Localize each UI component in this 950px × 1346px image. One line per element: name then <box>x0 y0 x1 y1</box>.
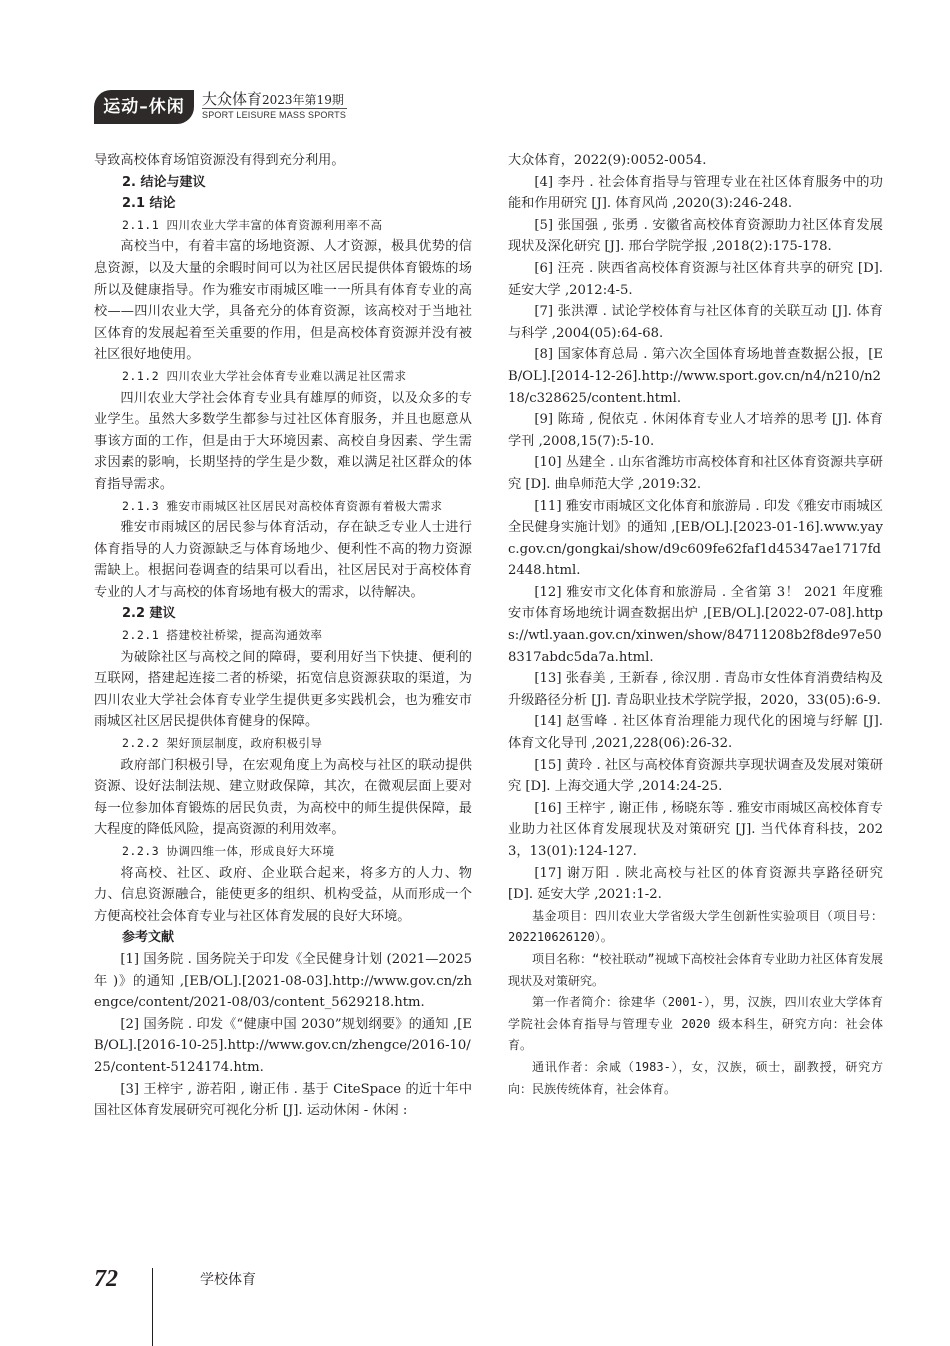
paragraph: 导致高校体育场馆资源没有得到充分利用。 <box>94 153 345 168</box>
heading: 2.1 结论 <box>122 196 176 212</box>
heading: 2.2 建议 <box>122 606 176 622</box>
footnote: 基金项目：四川农业大学省级大学生创新性实验项目（项目号：202210626120）。 <box>508 908 883 945</box>
footnote: 项目名称：“校社联动”视域下高校社会体育专业助力社区体育发展现状及对策研究。 <box>508 951 883 988</box>
heading: 参考文献 <box>122 930 175 946</box>
reference-entry: [12] 雅安市文化体育和旅游局 . 全省第 3！ 2021 年度雅安市体育场地统计调查数据出炉 ,[EB/OL].[2022-07-08].https://wtl.yaan.gov.cn/xinwen/show/84711208b2f8de97e508317abdc5da7a.html. <box>508 584 883 665</box>
header-rule <box>202 108 347 109</box>
right-column <box>508 150 883 1100</box>
footer-divider <box>152 1268 153 1346</box>
paragraph: 高校当中，有着丰富的场地资源、人才资源，极具优势的信息资源，以及大量的余暇时间可以为社区居民提供体育锻炼的场所以及健康指导。作为雅安市雨城区唯一一所具有体育专业的高校——四川农业大学，具备充分的体育资源，该高校对于当地社区体育的发展起着至关重要的作用，但是高校体育资源并没有被社区很好地使用。 <box>94 239 472 363</box>
subheading: 2.2.3 协调四维一体，形成良好大环境 <box>122 844 335 858</box>
reference-entry: [4] 李丹 . 社会体育指导与管理专业在社区体育服务中的功能和作用研究 [J]. 体育风尚 ,2020(3):246-248. <box>508 174 883 212</box>
issue-label: 2023年第19期 <box>262 93 344 107</box>
page-number: 72 <box>94 1266 118 1292</box>
subheading: 2.2.2 架好顶层制度，政府积极引导 <box>122 736 323 751</box>
paragraph: 雅安市雨城区的居民参与体育活动，存在缺乏专业人士进行体育指导的人力资源缺乏与体育场地少、便利性不高的物力资源需缺上。根据问卷调查的结果可以看出，社区居民对于高校体育专业的人才与高校的体育场地有极大的需求，以待解决。 <box>94 520 472 600</box>
reference-entry: [16] 王梓宇 , 谢正伟 , 杨晓东等 . 雅安市雨城区高校体育专业助力社区体育发展现状及对策研究 [J]. 当代体育科技，2023，13(01):124-127. <box>508 800 883 859</box>
paragraph: 大众体育，2022(9):0052-0054. <box>508 153 707 168</box>
subheading: 2.1.1 四川农业大学丰富的体育资源利用率不高 <box>122 217 383 232</box>
reference-entry: [10] 丛建全 . 山东省潍坊市高校体育和社区体育资源共享研究 [D]. 曲阜师范大学 ,2019:32. <box>508 455 883 492</box>
paragraph: 将高校、社区、政府、企业联合起来，将多方的人力、物力、信息资源融合，能使更多的组织、机构受益，从而形成一个方便高校社会体育专业与社区体育发展的良好大环境。 <box>94 865 472 924</box>
reference-entry: [15] 黄玲 . 社区与高校体育资源共享现状调查及发展对策研究 [D]. 上海交通大学 ,2014:24-25. <box>508 757 883 795</box>
reference-entry: [17] 谢万阳 . 陕北高校与社区的体育资源共享路径研究 [D]. 延安大学 ,2021:1-2. <box>508 865 883 903</box>
paragraph: 为破除社区与高校之间的障碍，要利用好当下快捷、便利的互联网，搭建起连接二者的桥梁，拓宽信息资源获取的渠道，为四川农业大学社会体育专业学生提供更多实践机会，也为雅安市雨城区社区居民提供体育健身的保障。 <box>94 649 472 730</box>
left-column <box>94 150 472 1122</box>
section-tag: 运动–休闲 <box>94 90 194 124</box>
reference-entry: [9] 陈琦 , 倪依克 . 休闲体育专业人才培养的思考 [J]. 体育学刊 ,2008,15(7):5-10. <box>508 412 883 449</box>
subheading: 2.1.3 雅安市雨城区社区居民对高校体育资源有着极大需求 <box>122 498 443 513</box>
paragraph: 政府部门积极引导，在宏观角度上为高校与社区的联动提供资源、设好法制法规、建立财政保障，其次，在微观层面上要对每一位参加体育锻炼的居民负责，为高校中的师生提供保障，最大程度的降低风险，提高资源的利用效率。 <box>94 757 472 838</box>
reference-entry: [6] 汪亮 . 陕西省高校体育资源与社区体育共享的研究 [D]. 延安大学 ,2012:4-5. <box>508 260 883 298</box>
footer-section-title: 学校体育 <box>200 1272 256 1288</box>
reference-entry: [14] 赵雪峰 . 社区体育治理能力现代化的困境与纾解 [J]. 体育文化导刊 ,2021,228(06):26-32. <box>508 714 883 752</box>
magazine-name: 大众体育 <box>202 90 263 108</box>
reference-entry: [5] 张国强 , 张勇 . 安徽省高校体育资源助力社区体育发展现状及深化研究 [J]. 邢台学院学报 ,2018(2):175-178. <box>508 217 883 255</box>
reference-entry: [11] 雅安市雨城区文化体育和旅游局 . 印发《雅安市雨城区全民健身实施计划》的通知 ,[EB/OL].[2023-01-16].www.yayc.gov.cn/gongkai/show/d9c609fe62faf1d45347ae1717fd2448.html. <box>508 498 883 579</box>
magazine-title-block <box>202 88 347 120</box>
reference-entry: [1] 国务院 . 国务院关于印发《全民健身计划 (2021—2025 年 )》的通知 ,[EB/OL].[2021-08-03].http://www.gov.cn/zhengce/content/2021-08/03/content_5629218.htm. <box>94 951 472 1011</box>
subheading: 2.1.2 四川农业大学社会体育专业难以满足社区需求 <box>122 368 407 383</box>
subheading: 2.2.1 搭建校社桥梁，提高沟通效率 <box>122 628 323 643</box>
heading: 2. 结论与建议 <box>122 174 206 190</box>
footnote: 通讯作者：余咸（1983-），女，汉族，硕士，副教授，研究方向：民族传统体育，社会体育。 <box>508 1059 883 1096</box>
reference-entry: [2] 国务院 . 印发《“健康中国 2030”规划纲要》的通知 ,[EB/OL].[2016-10-25].http://www.gov.cn/zhengce/2016-10/25/content-5124174.htm. <box>94 1016 472 1075</box>
magazine-subtitle: SPORT LEISURE MASS SPORTS <box>202 110 347 120</box>
footnote: 第一作者简介：徐建华（2001-），男，汉族，四川农业大学体育学院社会体育指导与管理专业 2020 级本科生，研究方向：社会体育。 <box>508 995 883 1053</box>
reference-entry: [8] 国家体育总局 . 第六次全国体育场地普查数据公报，[EB/OL].[2014-12-26].http://www.sport.gov.cn/n4/n210/n218/c328625/content.html. <box>508 347 883 406</box>
reference-entry: [13] 张春美 , 王新春 , 徐汉朋 . 青岛市女性体育消费结构及升级路径分析 [J]. 青岛职业技术学院学报，2020，33(05):6-9. <box>508 671 883 708</box>
reference-entry: [3] 王梓宇 , 游若阳 , 谢正伟 . 基于 CiteSpace 的近十年中国社区体育发展研究可视化分析 [J]. 运动休闲 - 休闲 : <box>94 1081 472 1119</box>
paragraph: 四川农业大学社会体育专业具有雄厚的师资，以及众多的专业学生。虽然大多数学生都参与过社区体育服务，并且也愿意从事该方面的工作，但是由于大环境因素、高校自身因素、学生需求因素的影响，长期坚持的学生是少数，难以满足社区群众的体育指导需求。 <box>94 390 472 492</box>
reference-entry: [7] 张洪潭 . 试论学校体育与社区体育的关联互动 [J]. 体育与科学 ,2004(05):64-68. <box>508 304 883 341</box>
